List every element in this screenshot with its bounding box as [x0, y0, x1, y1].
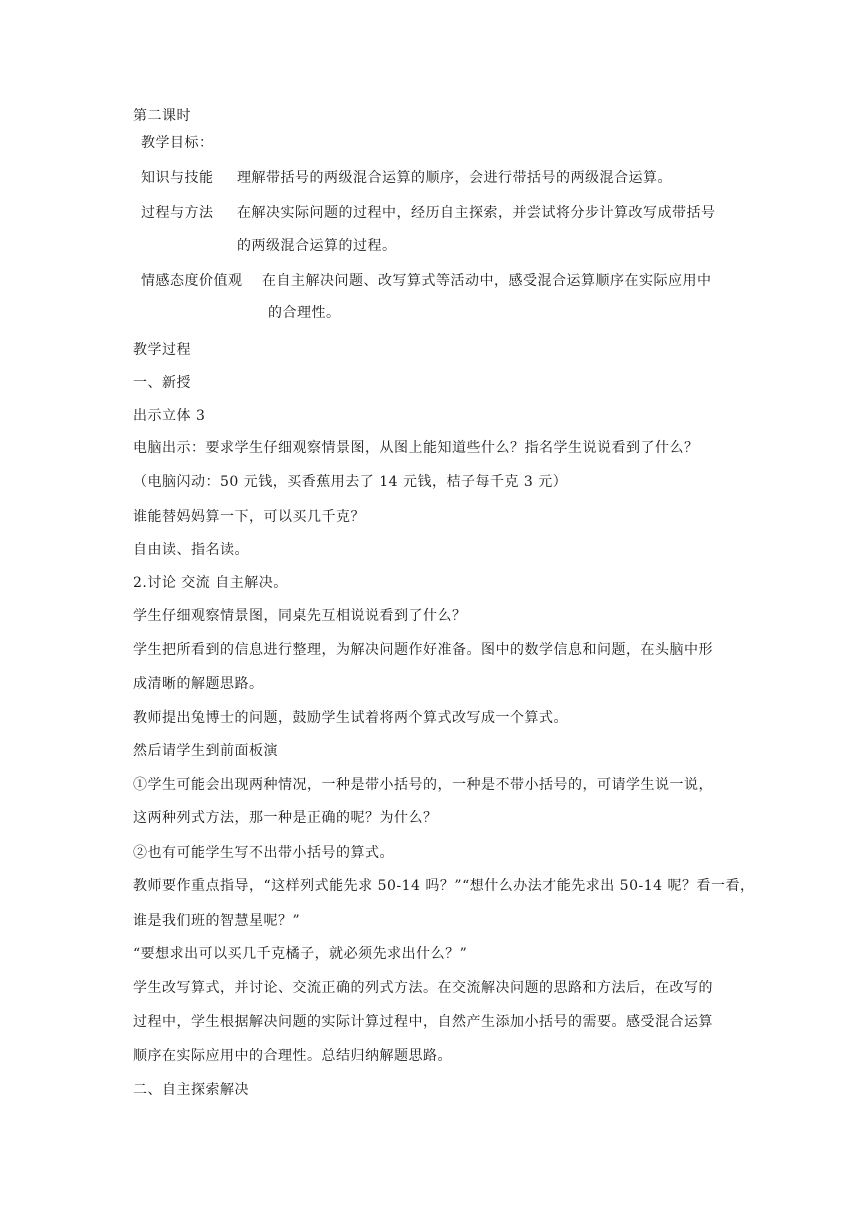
objective-emotion-text-2: 的合理性。 [268, 305, 341, 321]
objective-knowledge-label: 知识与技能 [141, 170, 214, 186]
process-heading: 教学过程 [133, 342, 191, 358]
paragraph: 2.讨论 交流 自主解决。 [133, 575, 288, 591]
objective-emotion-text-1: 在自主解决问题、改写算式等活动中，感受混合运算顺序在实际应用中 [262, 273, 712, 289]
section-heading-1: 一、新授 [133, 375, 191, 391]
paragraph: 学生改写算式，并讨论、交流正确的列式方法。在交流解决问题的思路和方法后，在改写的 [133, 980, 713, 996]
paragraph: 学生仔细观察情景图，同桌先互相说说看到了什么？ [133, 608, 467, 624]
paragraph: 学生把所看到的信息进行整理，为解决问题作好准备。图中的数学信息和问题，在头脑中形 [133, 642, 713, 658]
paragraph: 教师要作重点指导，“这样列式能先求 50-14 吗？”“想什么办法才能先求出 50-14 呢？看一看， [133, 878, 755, 894]
objective-emotion-label: 情感态度价值观 [141, 273, 243, 289]
paragraph: ①学生可能会出现两种情况，一种是带小括号的，一种是不带小括号的，可请学生说一说， [133, 777, 713, 793]
paragraph: 出示立体 3 [133, 408, 206, 424]
paragraph: 谁能替妈妈算一下，可以买几千克？ [133, 509, 365, 525]
objective-knowledge-text: 理解带括号的两级混合运算的顺序，会进行带括号的两级混合运算。 [237, 170, 672, 186]
objective-process-text-1: 在解决实际问题的过程中，经历自主探索，并尝试将分步计算改写成带括号 [237, 205, 716, 221]
paragraph: 这两种列式方法，那一种是正确的呢？为什么？ [133, 810, 438, 826]
objective-process-label: 过程与方法 [141, 205, 214, 221]
objectives-heading: 教学目标： [141, 135, 214, 151]
paragraph: 成清晰的解题思路。 [133, 676, 264, 692]
paragraph: ②也有可能学生写不出带小括号的算式。 [133, 845, 394, 861]
objective-process-text-2: 的两级混合运算的过程。 [237, 238, 397, 254]
paragraph: 过程中，学生根据解决问题的实际计算过程中，自然产生添加小括号的需要。感受混合运算 [133, 1014, 713, 1030]
paragraph: 然后请学生到前面板演 [133, 743, 278, 759]
paragraph: （电脑闪动：50 元钱，买香蕉用去了 14 元钱，桔子每千克 3 元） [133, 474, 568, 490]
paragraph: 谁是我们班的智慧星呢？” [133, 913, 301, 929]
section-heading-2: 二、自主探索解决 [133, 1082, 249, 1098]
paragraph: 顺序在实际应用中的合理性。总结归纳解题思路。 [133, 1048, 452, 1064]
paragraph: 教师提出兔博士的问题，鼓励学生试着将两个算式改写成一个算式。 [133, 710, 568, 726]
paragraph: “要想求出可以买几千克橘子，就必须先求出什么？” [133, 946, 468, 962]
paragraph: 自由读、指名读。 [133, 542, 249, 558]
paragraph: 电脑出示：要求学生仔细观察情景图，从图上能知道些什么？指名学生说说看到了什么？ [133, 440, 699, 456]
lesson-title: 第二课时 [133, 108, 191, 124]
